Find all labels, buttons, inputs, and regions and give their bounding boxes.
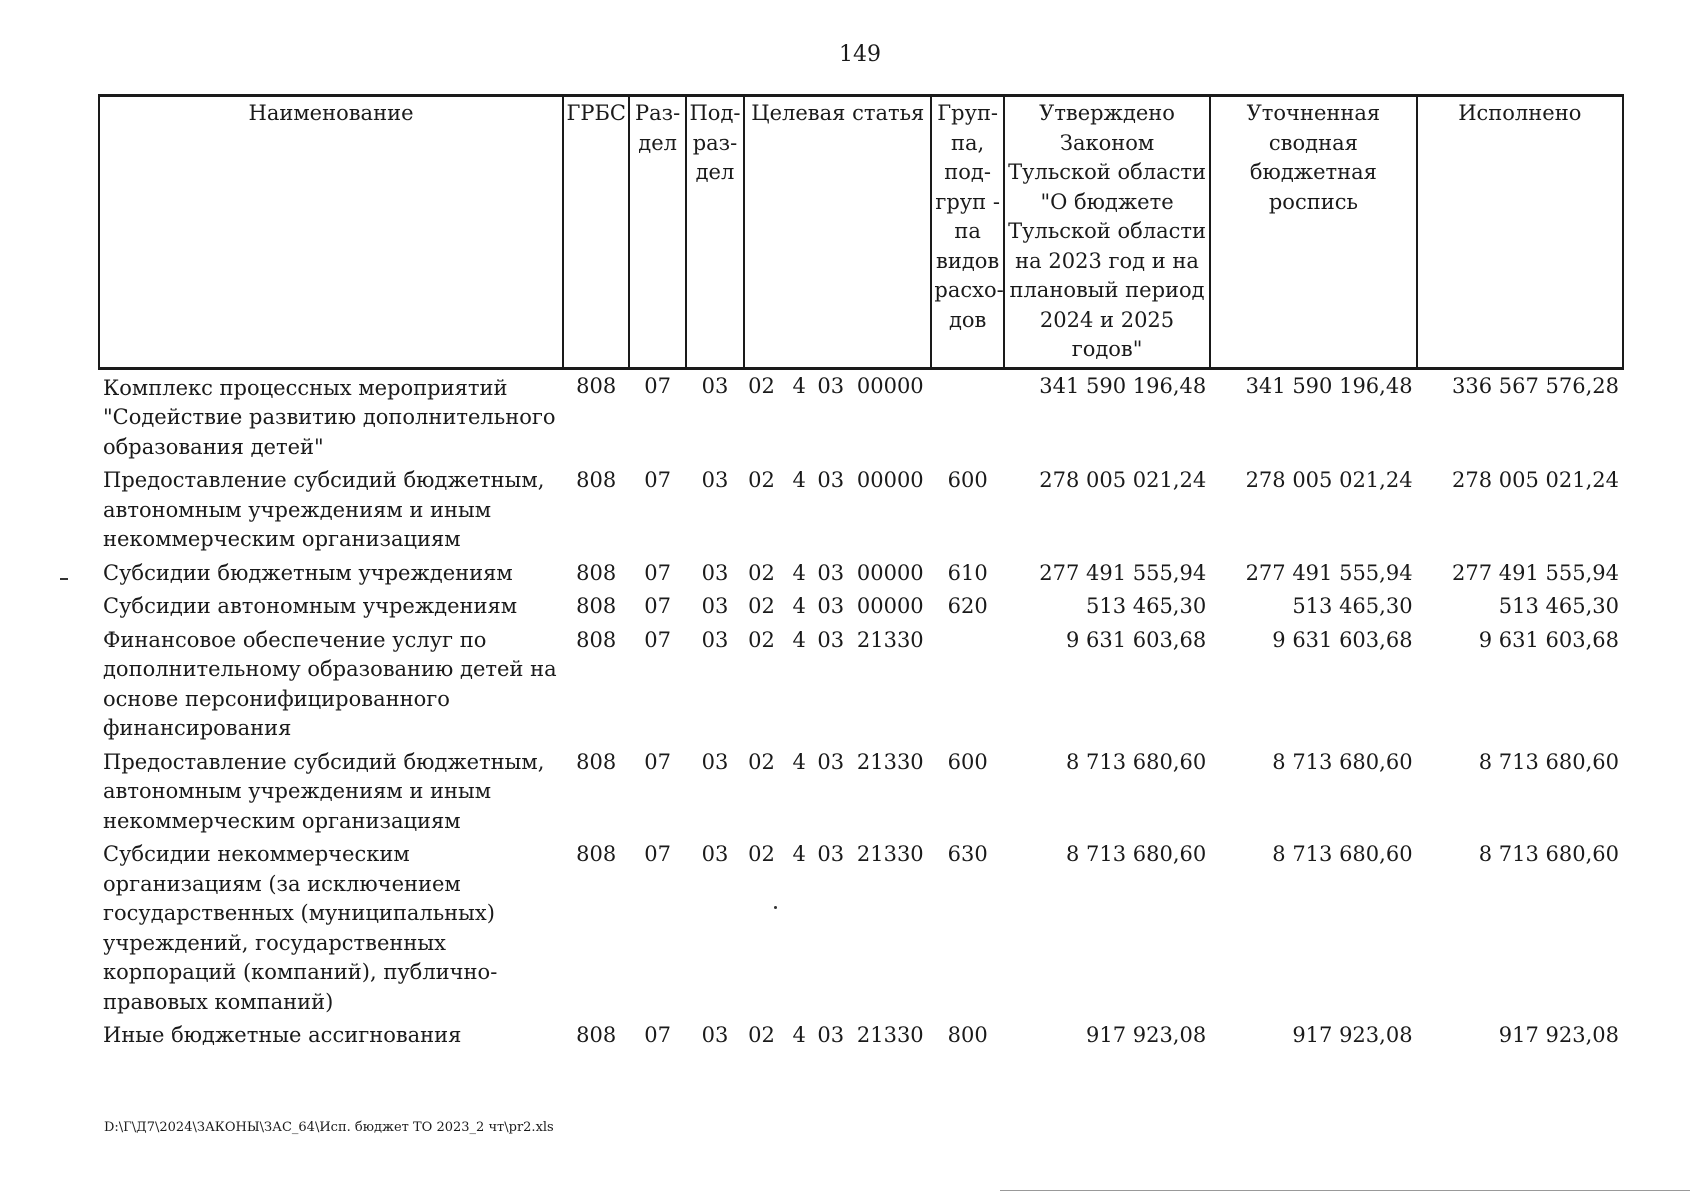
row-name: Субсидии бюджетным учреждениям — [103, 560, 513, 585]
row-approved: 8 713 680,60 — [1065, 749, 1207, 774]
row-cs-direction: 21330 — [856, 749, 924, 774]
row-razdel: 07 — [644, 842, 671, 866]
row-grbs: 808 — [576, 373, 617, 398]
row-razdel: 07 — [644, 560, 671, 585]
row-approved: 917 923,08 — [1085, 1023, 1207, 1047]
row-grbs: 808 — [576, 749, 617, 774]
row-approved: 8 713 680,60 — [1065, 842, 1207, 866]
row-refined: 513 465,30 — [1292, 594, 1413, 618]
row-cs-program: 02 — [748, 842, 775, 866]
table-row — [99, 464, 1623, 557]
row-cs-complex: 03 — [817, 1023, 845, 1047]
row-razdel: 07 — [644, 594, 671, 618]
header-grbs: ГРБС — [563, 96, 629, 369]
table-row — [99, 590, 1623, 624]
row-refined: 8 713 680,60 — [1272, 749, 1413, 774]
row-cs-complex: 03 — [817, 468, 845, 492]
row-executed: 513 465,30 — [1498, 594, 1619, 618]
row-cs-type: 4 — [792, 842, 806, 866]
row-cs-type: 4 — [792, 468, 806, 492]
row-cs-type: 4 — [792, 1023, 806, 1047]
row-executed: 8 713 680,60 — [1478, 749, 1619, 774]
row-cs-direction: 21330 — [856, 1023, 924, 1047]
row-refined: 9 631 603,68 — [1272, 627, 1413, 652]
row-cs-complex: 03 — [817, 373, 845, 398]
row-cs-complex: 03 — [817, 842, 845, 866]
row-razdel: 07 — [644, 627, 671, 652]
row-refined: 341 590 196,48 — [1245, 373, 1413, 398]
row-cs-complex: 03 — [817, 594, 845, 618]
row-name: Комплекс процессных мероприятий "Содействие развитию дополнительного образования детей" — [103, 375, 556, 459]
row-cs-program: 02 — [748, 373, 775, 398]
table-row — [99, 1019, 1623, 1053]
header-approved: Утверждено Законом Тульской области "О бюджете Тульской области на 2023 год и на плановый период 2024 и 2025 годов" — [1004, 96, 1210, 369]
row-name: Предоставление субсидий бюджетным, автономным учреждениям и иным некоммерческим организациям — [103, 468, 545, 551]
row-podrazdel: 03 — [701, 749, 729, 774]
row-cs-type: 4 — [792, 627, 806, 652]
row-grbs: 808 — [576, 842, 617, 866]
row-cs-type: 4 — [792, 594, 806, 618]
row-approved: 513 465,30 — [1085, 594, 1207, 618]
row-razdel: 07 — [644, 749, 671, 774]
header-podrazdel: Под-раз-дел — [686, 96, 744, 369]
header-target-article: Целевая статья — [744, 96, 931, 369]
row-executed: 336 567 576,28 — [1452, 373, 1619, 398]
table-row — [99, 838, 1623, 1019]
row-approved: 9 631 603,68 — [1065, 627, 1207, 652]
row-executed: 277 491 555,94 — [1452, 560, 1619, 585]
row-name: Финансовое обеспечение услуг по дополнительному образованию детей на основе персонифицированного финансирования — [103, 627, 557, 740]
header-refined: Уточненная сводная бюджетная роспись — [1210, 96, 1416, 369]
row-cs-complex: 03 — [817, 627, 845, 652]
row-cs-program: 02 — [748, 560, 775, 585]
row-group: 610 — [947, 560, 988, 585]
row-podrazdel: 03 — [701, 468, 729, 492]
row-grbs: 808 — [576, 594, 617, 618]
row-podrazdel: 03 — [701, 560, 729, 585]
row-podrazdel: 03 — [701, 373, 729, 398]
row-refined: 8 713 680,60 — [1272, 842, 1413, 866]
page-number: 149 — [839, 42, 881, 67]
row-approved: 341 590 196,48 — [1039, 373, 1207, 398]
row-executed: 917 923,08 — [1498, 1023, 1619, 1047]
row-cs-direction: 21330 — [856, 627, 924, 652]
row-cs-program: 02 — [748, 627, 775, 652]
row-approved: 277 491 555,94 — [1039, 560, 1207, 585]
table-body — [99, 368, 1623, 1053]
row-cs-direction: 00000 — [856, 373, 924, 398]
row-name: Иные бюджетные ассигнования — [103, 1023, 462, 1047]
header-group: Груп-па, под-груп - па видов расхо-дов — [931, 96, 1003, 369]
table-header — [99, 96, 1623, 369]
row-razdel: 07 — [644, 373, 671, 398]
row-cs-complex: 03 — [817, 749, 845, 774]
table-row — [99, 746, 1623, 839]
row-podrazdel: 03 — [701, 594, 729, 618]
header-razdel: Раз-дел — [629, 96, 685, 369]
row-refined: 917 923,08 — [1292, 1023, 1413, 1047]
table-row — [99, 368, 1623, 464]
row-razdel: 07 — [644, 1023, 671, 1047]
file-path-footer: D:\Г\Д7\2024\ЗАКОНЫ\ЗАС_64\Исп. бюджет ТО 2023_2 чт\pr2.xls — [104, 1120, 554, 1135]
row-group — [931, 624, 1003, 746]
row-grbs: 808 — [576, 1023, 617, 1047]
row-grbs: 808 — [576, 560, 617, 585]
row-cs-program: 02 — [748, 594, 775, 618]
row-name: Субсидии автономным учреждениям — [103, 594, 518, 618]
table-row — [99, 624, 1623, 746]
row-cs-type: 4 — [792, 560, 806, 585]
row-group: 620 — [947, 594, 988, 618]
row-cs-direction: 00000 — [856, 594, 924, 618]
row-refined: 277 491 555,94 — [1245, 560, 1413, 585]
row-executed: 8 713 680,60 — [1478, 842, 1619, 866]
row-cs-complex: 03 — [817, 560, 845, 585]
row-group — [931, 368, 1003, 464]
row-cs-type: 4 — [792, 749, 806, 774]
row-group: 630 — [947, 842, 988, 866]
row-grbs: 808 — [576, 627, 617, 652]
row-cs-type: 4 — [792, 373, 806, 398]
row-group: 600 — [947, 749, 988, 774]
row-group: 600 — [947, 468, 988, 492]
row-razdel: 07 — [644, 468, 671, 492]
row-cs-direction: 21330 — [856, 842, 924, 866]
margin-mark — [60, 578, 68, 580]
row-approved: 278 005 021,24 — [1039, 468, 1207, 492]
header-name: Наименование — [99, 96, 563, 369]
row-grbs: 808 — [576, 468, 617, 492]
row-name: Субсидии некоммерческим организациям (за исключением государственных (муниципальных) учреждений, государственных корпораций (компаний), публично-правовых компаний) — [103, 842, 498, 1014]
row-executed: 9 631 603,68 — [1478, 627, 1619, 652]
row-podrazdel: 03 — [701, 627, 729, 652]
table-row — [99, 557, 1623, 591]
row-cs-program: 02 — [748, 1023, 775, 1047]
row-cs-program: 02 — [748, 468, 775, 492]
row-executed: 278 005 021,24 — [1452, 468, 1619, 492]
row-podrazdel: 03 — [701, 842, 729, 866]
header-executed: Исполнено — [1417, 96, 1623, 369]
budget-table — [98, 94, 1624, 1053]
row-refined: 278 005 021,24 — [1245, 468, 1413, 492]
row-podrazdel: 03 — [701, 1023, 729, 1047]
row-cs-program: 02 — [748, 749, 775, 774]
scan-artifact-line — [1000, 1190, 1690, 1191]
row-cs-direction: 00000 — [856, 468, 924, 492]
row-group: 800 — [947, 1023, 988, 1047]
row-cs-direction: 00000 — [856, 560, 924, 585]
row-name: Предоставление субсидий бюджетным, автономным учреждениям и иным некоммерческим организациям — [103, 749, 545, 833]
